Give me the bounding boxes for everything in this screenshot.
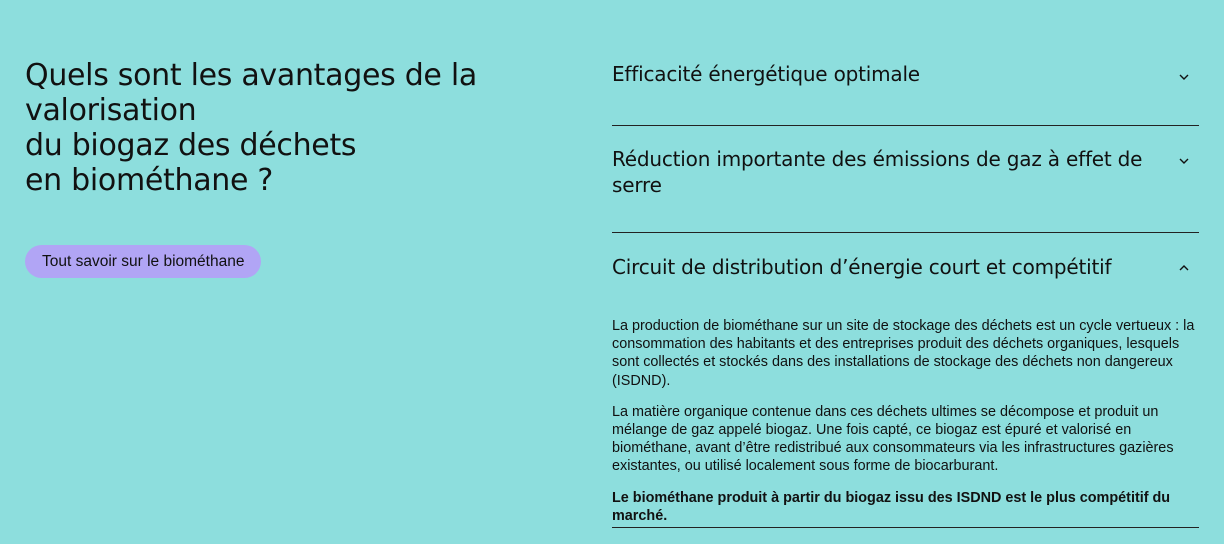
heading-line: du biogaz des déchets — [25, 128, 357, 163]
accordion-title: Réduction importante des émissions de gaz à effet de serre — [612, 147, 1143, 197]
heading-line: Quels sont les avantages de la — [25, 58, 477, 93]
intro-section — [25, 58, 545, 198]
accordion-panel-distribution — [612, 317, 1197, 538]
accordion-header-efficiency[interactable] — [612, 61, 1199, 87]
heading-line: en biométhane ? — [25, 163, 274, 198]
accordion-item-distribution — [612, 254, 1199, 280]
panel-paragraph: La matière organique contenue dans ces déchets ultimes se décompose et produit un mélange de gaz appelé biogaz. Une fois capté, ce biogaz est épuré et valorisé en biométhane, avant d’être redistribué aux consommateurs via les infrastructures gazières existantes, ou utilisé localement sous forme de biocarburant. — [612, 403, 1174, 475]
panel-paragraph: La production de biométhane sur un site de stockage des déchets est un cycle vertueux : la consommation des habitants et des entreprises produit des déchets organiques, lesquels sont collectés et stockés dans des installations de stockage des déchets non dangereux (ISDND). — [612, 318, 1195, 389]
chevron-down-icon — [1177, 70, 1191, 84]
section-heading — [25, 58, 545, 198]
accordion-divider — [612, 232, 1199, 233]
accordion-item-emissions — [612, 146, 1199, 198]
accordion-divider — [612, 125, 1199, 126]
accordion-divider — [612, 527, 1199, 528]
accordion-header-distribution[interactable] — [612, 254, 1199, 280]
chevron-down-icon — [1177, 154, 1191, 168]
heading-line: valorisation — [25, 93, 197, 128]
chevron-up-icon — [1177, 261, 1191, 275]
accordion-title: Efficacité énergétique optimale — [612, 62, 920, 86]
accordion-item-efficiency — [612, 61, 1199, 87]
accordion-title: Circuit de distribution d’énergie court et compétitif — [612, 255, 1112, 279]
panel-highlight: Le biométhane produit à partir du biogaz issu des ISDND est le plus compétitif du marché. — [612, 489, 1171, 524]
learn-biomethane-button[interactable]: Tout savoir sur le biométhane — [25, 245, 261, 278]
accordion-header-emissions[interactable] — [612, 146, 1199, 198]
